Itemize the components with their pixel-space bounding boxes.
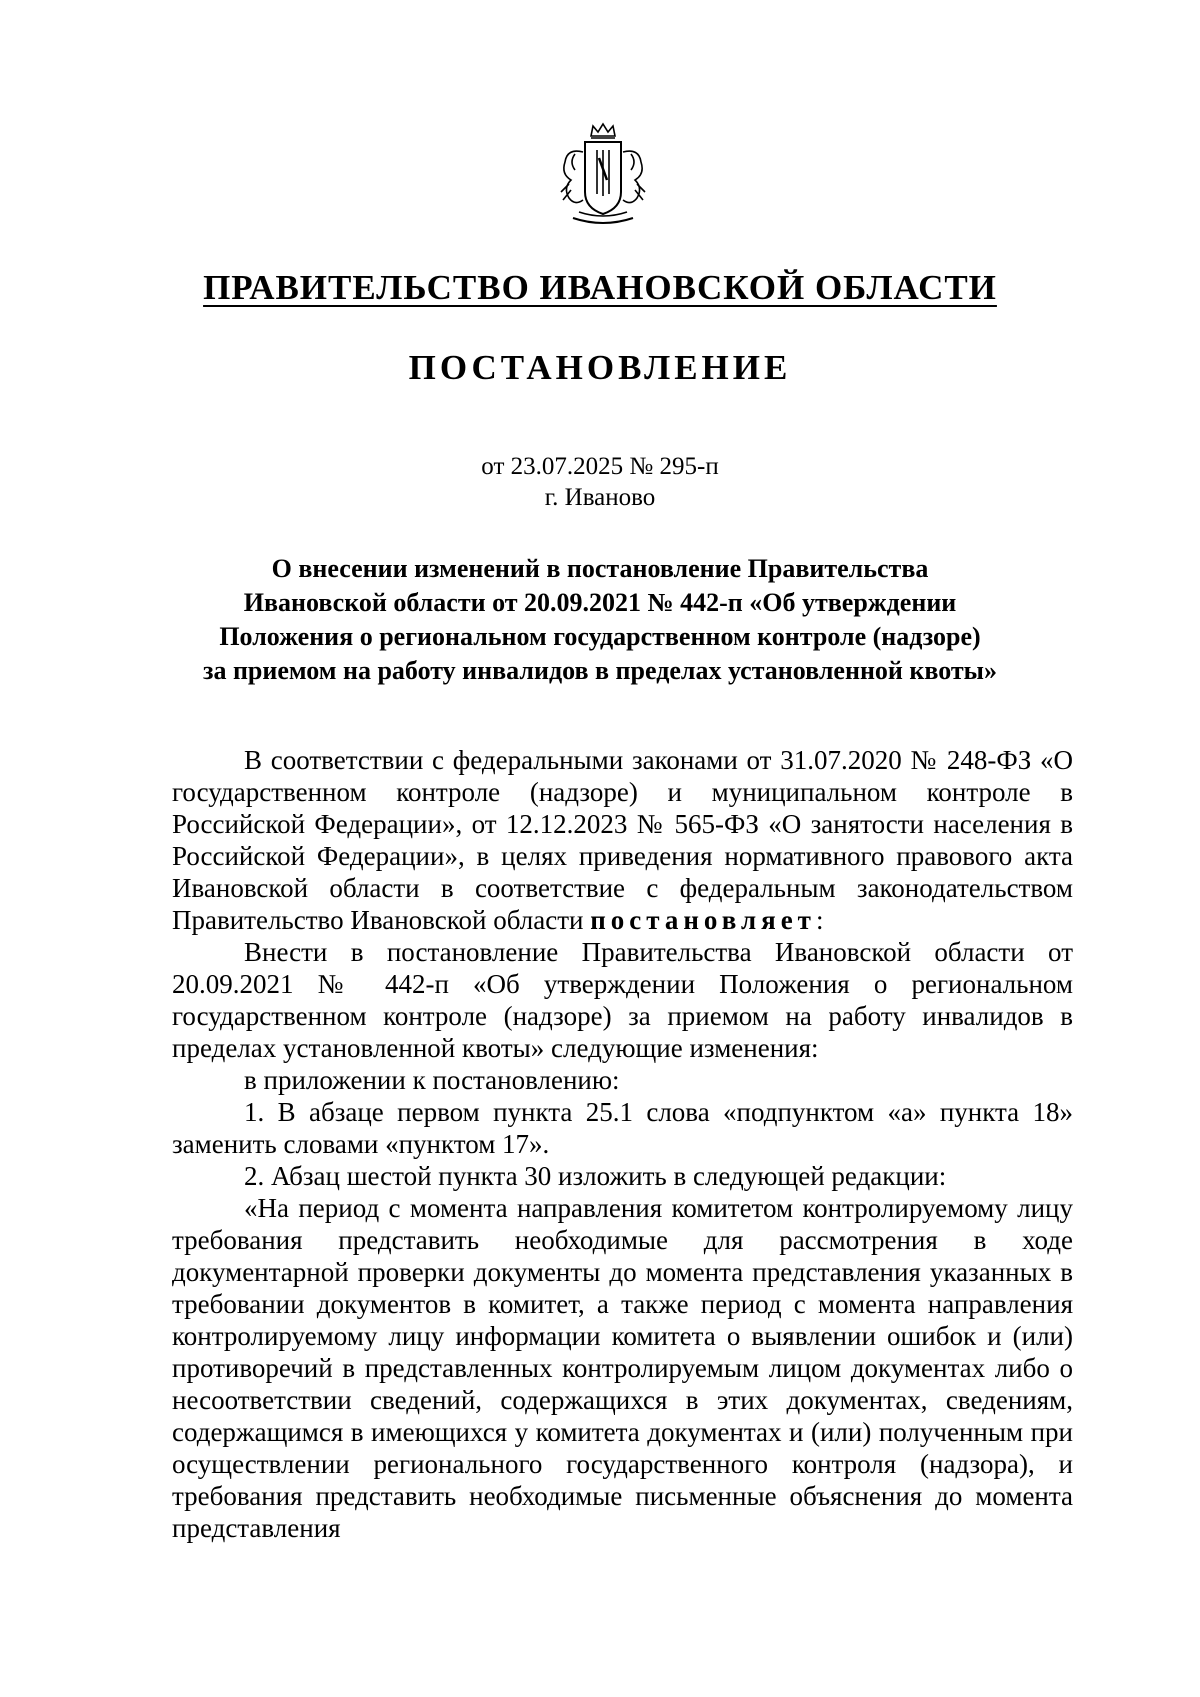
subject-line: Положения о региональном государственном контроле (надзоре): [219, 622, 981, 651]
subject-line: за приемом на работу инвалидов в пределах установленной квоты»: [203, 656, 997, 685]
coat-of-arms-emblem: [553, 122, 653, 232]
preamble-end: :: [815, 905, 824, 935]
preamble-text: В соответствии с федеральными законами от 31.07.2020 № 248-ФЗ «О государственном контроле (надзоре) и муниципальном контроле в Российской Федерации», от 12.12.2023 № 565-ФЗ «О занятости населения в Российской Федерации», в целях приведения нормативного правового акта Ивановской области в соответствие с федеральным законодательством Правительство Ивановской области: [172, 745, 1073, 935]
document-body: [172, 744, 1073, 1544]
new-wording-paragraph: «На период с момента направления комитетом контролируемому лицу требования представить необходимые для рассмотрения в ходе документарной проверки документы до момента представления указанных в требовании документов в комитет, а также период с момента направления контролируемому лицу информации комитета о выявлении ошибок и (или) противоречий в представленных контролируемым лицом документах либо о несоответствии сведений, содержащихся в этих документах, сведениям, содержащимся в имеющихся у комитета документах и (или) полученным при осуществлении регионального государственного контроля (надзора), и требования представить необходимые письменные объяснения до момента представления: [172, 1193, 1073, 1543]
item-2-paragraph: 2. Абзац шестой пункта 30 изложить в следующей редакции:: [244, 1161, 947, 1191]
document-subject: [120, 552, 1080, 688]
annex-paragraph: в приложении к постановлению:: [244, 1065, 620, 1095]
item-1-paragraph: 1. В абзаце первом пункта 25.1 слова «подпунктом «а» пункта 18» заменить словами «пунктом 17».: [172, 1097, 1073, 1159]
resolves-word: постановляет: [590, 905, 816, 935]
amendment-intro-paragraph: Внести в постановление Правительства Ивановской области от 20.09.2021 № 442-п «Об утверждении Положения о региональном государственном контроле (надзоре) за приемом на работу инвалидов в пределах установленной квоты» следующие изменения:: [172, 937, 1073, 1063]
subject-line: Ивановской области от 20.09.2021 № 442-п «Об утверждении: [243, 588, 957, 617]
government-title: ПРАВИТЕЛЬСТВО ИВАНОВСКОЙ ОБЛАСТИ: [203, 268, 997, 307]
preamble-paragraph: [172, 744, 1073, 936]
document-city: г. Иваново: [544, 484, 656, 511]
subject-line: О внесении изменений в постановление Правительства: [271, 554, 929, 583]
document-date-number: от 23.07.2025 № 295-п: [481, 453, 719, 480]
document-type: ПОСТАНОВЛЕНИЕ: [408, 348, 792, 387]
